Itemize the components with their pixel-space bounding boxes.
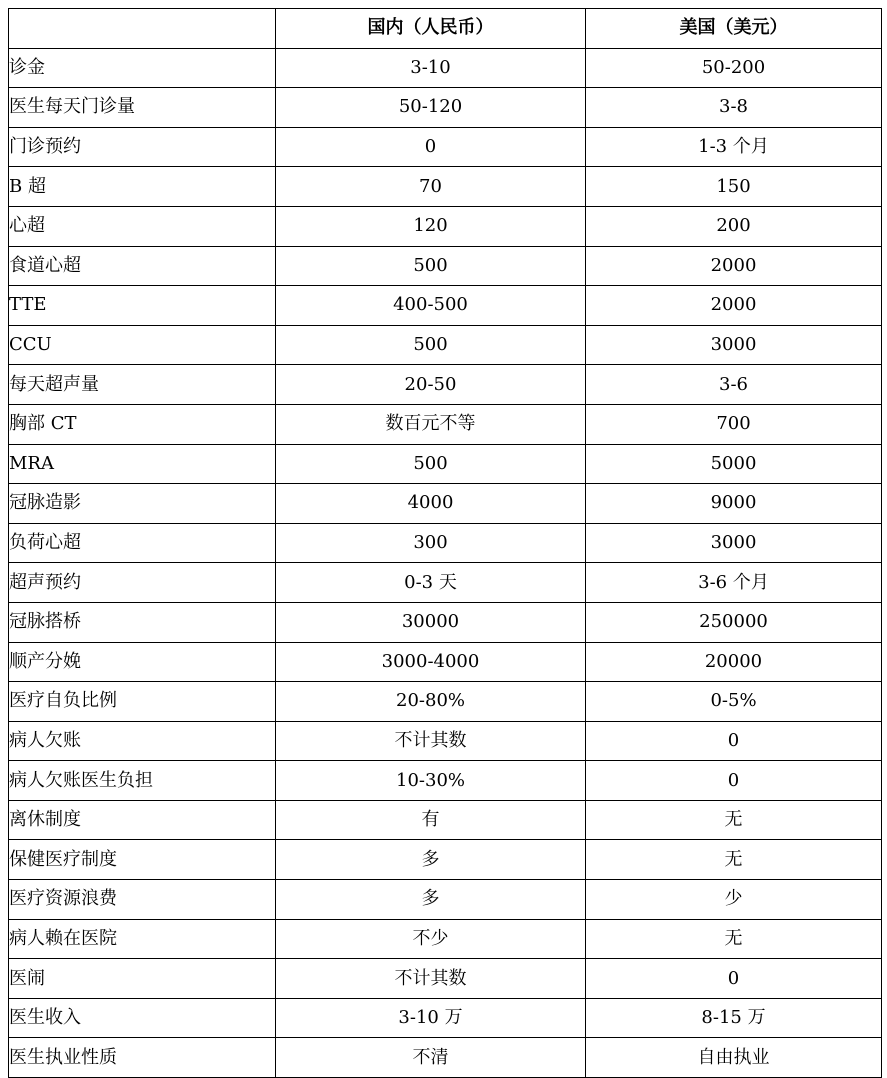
row-item-cell: 医生每天门诊量 xyxy=(9,88,276,128)
table-row xyxy=(9,286,882,326)
row-usa-cell: 1-3 个月 xyxy=(586,127,882,167)
row-domestic-cell: 3000-4000 xyxy=(276,642,586,682)
row-usa-cell: 200 xyxy=(586,206,882,246)
table-row xyxy=(9,325,882,365)
row-item-cell: 每天超声量 xyxy=(9,365,276,405)
table-row xyxy=(9,998,882,1038)
row-item-cell: 冠脉搭桥 xyxy=(9,602,276,642)
row-usa-cell: 无 xyxy=(586,840,882,880)
row-usa-cell: 2000 xyxy=(586,286,882,326)
row-domestic-cell: 20-80% xyxy=(276,682,586,722)
row-usa-cell: 250000 xyxy=(586,602,882,642)
row-usa-cell: 50-200 xyxy=(586,48,882,88)
row-usa-cell: 8-15 万 xyxy=(586,998,882,1038)
table-row xyxy=(9,246,882,286)
row-domestic-cell: 0 xyxy=(276,127,586,167)
row-usa-cell: 0 xyxy=(586,721,882,761)
row-item-cell: 保健医疗制度 xyxy=(9,840,276,880)
row-usa-cell: 0-5% xyxy=(586,682,882,722)
row-usa-cell: 自由执业 xyxy=(586,1038,882,1078)
table-row xyxy=(9,642,882,682)
table-row xyxy=(9,88,882,128)
row-usa-cell: 5000 xyxy=(586,444,882,484)
header-domestic-column: 国内（人民币） xyxy=(276,9,586,49)
table-row xyxy=(9,959,882,999)
row-usa-cell: 150 xyxy=(586,167,882,207)
row-domestic-cell: 70 xyxy=(276,167,586,207)
table-row xyxy=(9,563,882,603)
row-item-cell: 医疗资源浪费 xyxy=(9,880,276,920)
row-usa-cell: 3-6 个月 xyxy=(586,563,882,603)
table-header xyxy=(9,9,882,49)
row-domestic-cell: 400-500 xyxy=(276,286,586,326)
row-usa-cell: 少 xyxy=(586,880,882,920)
row-usa-cell: 3-6 xyxy=(586,365,882,405)
row-domestic-cell: 500 xyxy=(276,444,586,484)
table-row xyxy=(9,484,882,524)
table-row xyxy=(9,840,882,880)
row-usa-cell: 700 xyxy=(586,404,882,444)
row-domestic-cell: 多 xyxy=(276,880,586,920)
table-row xyxy=(9,721,882,761)
row-item-cell: 医闹 xyxy=(9,959,276,999)
row-domestic-cell: 有 xyxy=(276,800,586,840)
comparison-table xyxy=(8,8,882,1078)
row-domestic-cell: 500 xyxy=(276,246,586,286)
table-row xyxy=(9,761,882,801)
row-item-cell: 冠脉造影 xyxy=(9,484,276,524)
row-item-cell: 医生执业性质 xyxy=(9,1038,276,1078)
row-domestic-cell: 不计其数 xyxy=(276,721,586,761)
row-item-cell: 医疗自负比例 xyxy=(9,682,276,722)
row-item-cell: 食道心超 xyxy=(9,246,276,286)
table-row xyxy=(9,523,882,563)
table-row xyxy=(9,365,882,405)
row-domestic-cell: 30000 xyxy=(276,602,586,642)
row-item-cell: 心超 xyxy=(9,206,276,246)
table-row xyxy=(9,48,882,88)
table-row xyxy=(9,800,882,840)
table-body xyxy=(9,48,882,1077)
row-item-cell: 顺产分娩 xyxy=(9,642,276,682)
table-row xyxy=(9,404,882,444)
row-domestic-cell: 不少 xyxy=(276,919,586,959)
row-usa-cell: 2000 xyxy=(586,246,882,286)
row-domestic-cell: 不清 xyxy=(276,1038,586,1078)
row-item-cell: MRA xyxy=(9,444,276,484)
row-usa-cell: 0 xyxy=(586,959,882,999)
row-item-cell: 病人欠账 xyxy=(9,721,276,761)
row-item-cell: 胸部 CT xyxy=(9,404,276,444)
row-usa-cell: 无 xyxy=(586,800,882,840)
row-domestic-cell: 20-50 xyxy=(276,365,586,405)
row-domestic-cell: 不计其数 xyxy=(276,959,586,999)
row-domestic-cell: 0-3 天 xyxy=(276,563,586,603)
row-domestic-cell: 4000 xyxy=(276,484,586,524)
row-domestic-cell: 3-10 xyxy=(276,48,586,88)
row-domestic-cell: 3-10 万 xyxy=(276,998,586,1038)
row-usa-cell: 0 xyxy=(586,761,882,801)
row-usa-cell: 无 xyxy=(586,919,882,959)
row-domestic-cell: 数百元不等 xyxy=(276,404,586,444)
row-item-cell: B 超 xyxy=(9,167,276,207)
table-row xyxy=(9,167,882,207)
row-domestic-cell: 10-30% xyxy=(276,761,586,801)
row-usa-cell: 3000 xyxy=(586,523,882,563)
table-row xyxy=(9,880,882,920)
row-domestic-cell: 500 xyxy=(276,325,586,365)
header-item-column xyxy=(9,9,276,49)
row-item-cell: 病人欠账医生负担 xyxy=(9,761,276,801)
table-row xyxy=(9,444,882,484)
row-item-cell: 门诊预约 xyxy=(9,127,276,167)
row-domestic-cell: 多 xyxy=(276,840,586,880)
row-item-cell: 医生收入 xyxy=(9,998,276,1038)
row-item-cell: CCU xyxy=(9,325,276,365)
row-usa-cell: 20000 xyxy=(586,642,882,682)
row-item-cell: 离休制度 xyxy=(9,800,276,840)
row-item-cell: 超声预约 xyxy=(9,563,276,603)
row-usa-cell: 3000 xyxy=(586,325,882,365)
row-domestic-cell: 50-120 xyxy=(276,88,586,128)
table-row xyxy=(9,682,882,722)
row-item-cell: 病人赖在医院 xyxy=(9,919,276,959)
header-usa-column: 美国（美元） xyxy=(586,9,882,49)
row-usa-cell: 3-8 xyxy=(586,88,882,128)
header-row xyxy=(9,9,882,49)
row-item-cell: TTE xyxy=(9,286,276,326)
row-domestic-cell: 300 xyxy=(276,523,586,563)
row-domestic-cell: 120 xyxy=(276,206,586,246)
table-row xyxy=(9,919,882,959)
table-row xyxy=(9,206,882,246)
row-usa-cell: 9000 xyxy=(586,484,882,524)
table-row xyxy=(9,127,882,167)
table-row xyxy=(9,602,882,642)
row-item-cell: 诊金 xyxy=(9,48,276,88)
row-item-cell: 负荷心超 xyxy=(9,523,276,563)
table-row xyxy=(9,1038,882,1078)
